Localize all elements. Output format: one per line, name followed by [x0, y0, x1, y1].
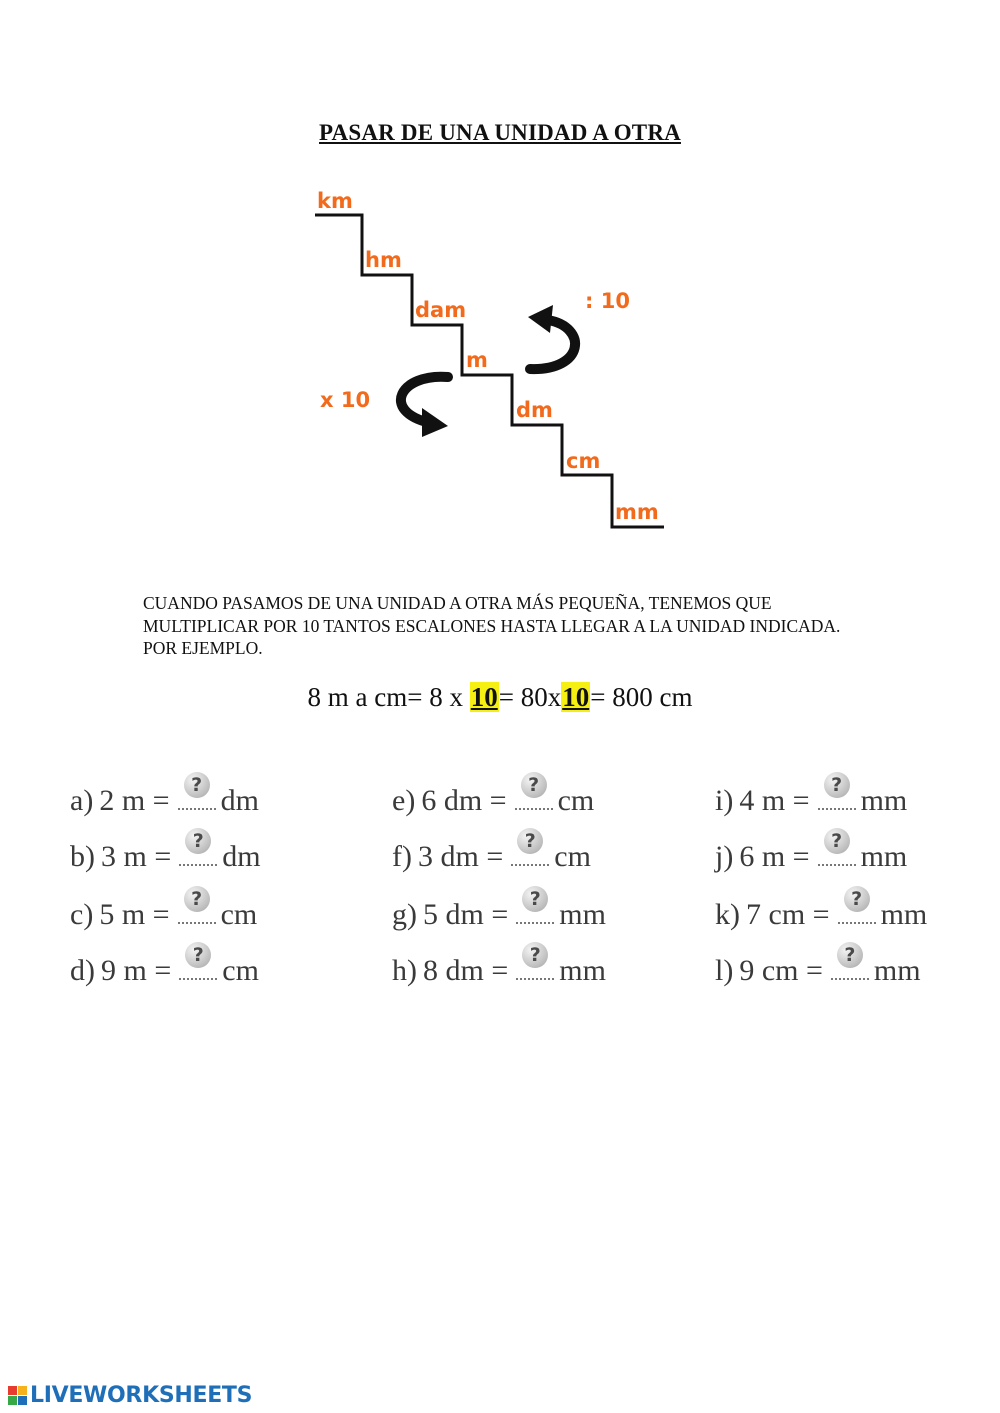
answer-input-i[interactable] [818, 774, 856, 810]
unit-hm: hm [365, 248, 402, 272]
question-icon: ? [184, 772, 210, 798]
exercise-j: j) 6 m = ? mm [715, 830, 908, 873]
unit-cm: cm [566, 449, 601, 473]
question-icon: ? [837, 942, 863, 968]
answer-input-f[interactable] [511, 830, 549, 866]
question-icon: ? [824, 772, 850, 798]
example-part3: = 800 cm [590, 682, 693, 712]
units-staircase-diagram [290, 175, 690, 540]
intro-text: CUANDO PASAMOS DE UNA UNIDAD A OTRA MÁS PEQUEÑA, TENEMOS QUE MULTIPLICAR POR 10 TANTOS ESCALONES HASTA LLEGAR A LA UNIDAD INDICADA. POR EJEMPLO. [143, 593, 841, 658]
question-icon: ? [522, 942, 548, 968]
example-part1: 8 m a cm= 8 x [307, 682, 470, 712]
answer-input-g[interactable] [516, 888, 554, 924]
exercise-c: c) 5 m = ? cm [70, 888, 258, 931]
question-icon: ? [185, 828, 211, 854]
answer-input-k[interactable] [838, 888, 876, 924]
answer-input-h[interactable] [516, 944, 554, 980]
example-equation [0, 682, 1000, 713]
exercise-b: b) 3 m = ? dm [70, 830, 261, 873]
exercise-d: d) 9 m = ? cm [70, 944, 259, 987]
curved-arrow-down-icon [401, 377, 448, 437]
question-icon: ? [844, 886, 870, 912]
exercise-l: l) 9 cm = ? mm [715, 944, 921, 987]
brand-name: LIVEWORKSHEETS [30, 1383, 253, 1408]
answer-input-c[interactable] [178, 888, 216, 924]
unit-m: m [466, 348, 488, 372]
example-part2: = 80x [498, 682, 562, 712]
exercise-k: k) 7 cm = ? mm [715, 888, 928, 931]
divide-label: : 10 [585, 289, 630, 313]
footer-brand[interactable] [8, 1383, 252, 1408]
example-factor-1: 10 [470, 682, 498, 712]
unit-dm: dm [516, 398, 553, 422]
exercise-a: a) 2 m = ? dm [70, 774, 259, 817]
answer-input-b[interactable] [179, 830, 217, 866]
exercise-i: i) 4 m = ? mm [715, 774, 908, 817]
question-icon: ? [185, 942, 211, 968]
exercise-g: g) 5 dm = ? mm [392, 888, 606, 931]
answer-input-d[interactable] [179, 944, 217, 980]
exercise-e: e) 6 dm = ? cm [392, 774, 595, 817]
unit-mm: mm [615, 500, 659, 524]
unit-dam: dam [415, 298, 467, 322]
answer-input-e[interactable] [515, 774, 553, 810]
multiply-label: x 10 [320, 388, 371, 412]
answer-input-l[interactable] [831, 944, 869, 980]
question-icon: ? [184, 886, 210, 912]
exercise-f: f) 3 dm = ? cm [392, 830, 591, 873]
unit-km: km [317, 189, 353, 213]
question-icon: ? [517, 828, 543, 854]
exercise-h: h) 8 dm = ? mm [392, 944, 606, 987]
answer-input-a[interactable] [178, 774, 216, 810]
liveworksheets-logo-icon [8, 1386, 27, 1405]
example-factor-2: 10 [562, 682, 590, 712]
answer-input-j[interactable] [818, 830, 856, 866]
question-icon: ? [521, 772, 547, 798]
question-icon: ? [824, 828, 850, 854]
question-icon: ? [522, 886, 548, 912]
page-title: PASAR DE UNA UNIDAD A OTRA [319, 120, 681, 145]
curved-arrow-up-icon [528, 305, 575, 369]
